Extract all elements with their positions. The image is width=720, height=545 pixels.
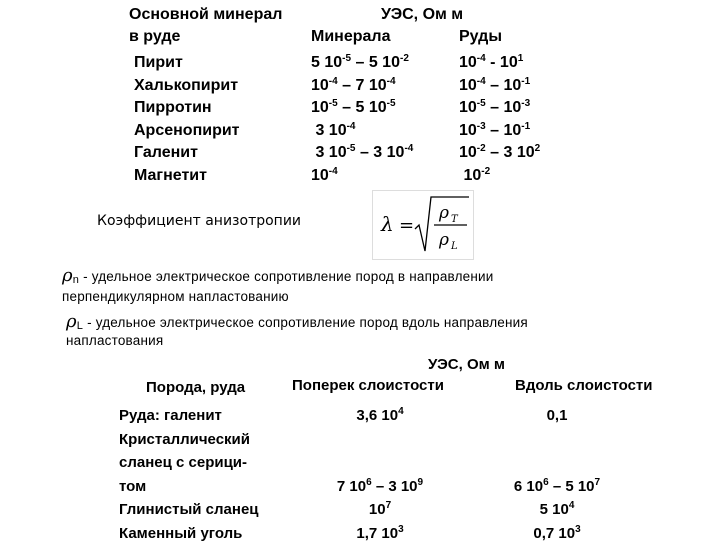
resistivity-across: 3,6 $10^4$ — [300, 404, 460, 428]
mineral-resistivity: 3 $10^{-4}$ — [311, 120, 413, 143]
table1-header-mineral-value: Минерала — [311, 28, 390, 46]
mineral-resistivity: $10^{-5} - 5$ $10^{-5}$ — [311, 97, 413, 120]
resistivity-along: 0,1 — [482, 404, 632, 428]
rho-n-symbol: ρ — [62, 265, 73, 286]
table2-along-values — [482, 404, 632, 545]
anisotropy-label: Коэффициент анизотропии — [97, 213, 301, 229]
mineral-name: Пирротин — [134, 97, 240, 120]
rock-name: Кристаллический — [119, 428, 259, 452]
rho-n-text: - удельное электрическое сопротивление пород в направлении — [79, 269, 493, 284]
resistivity-along — [482, 451, 632, 475]
rock-name: Руда: галенит — [119, 404, 259, 428]
table1-mineral-values — [311, 52, 413, 187]
note-rho-l-line2: напластования — [66, 333, 163, 348]
formula-rho-l: ρ — [438, 230, 449, 250]
note-rho-n-line2: перпендикулярном напластованию — [62, 289, 289, 304]
table2-header-ues: УЭС, Ом м — [428, 356, 505, 373]
rock-name: Глинистый сланец — [119, 498, 259, 522]
mineral-resistivity: 3 $10^{-5} - 3$ $10^{-4}$ — [311, 142, 413, 165]
formula-lambda: λ — [380, 212, 394, 236]
rock-name: Каменный уголь — [119, 522, 259, 545]
formula-sub-l: L — [450, 241, 458, 252]
anisotropy-formula — [372, 190, 474, 260]
mineral-name: Халькопирит — [134, 75, 240, 98]
mineral-name: Магнетит — [134, 165, 240, 188]
resistivity-across — [300, 428, 460, 452]
rock-name: сланец с серици- — [119, 451, 259, 475]
formula-equals: = — [399, 215, 414, 236]
table2-header-along: Вдоль слоистости — [515, 377, 652, 394]
table1-ore-values — [459, 52, 540, 187]
ore-resistivity: $10^{-5} - 10^{-3}$ — [459, 97, 540, 120]
resistivity-across: $10^7$ — [300, 498, 460, 522]
note-rho-l — [66, 311, 528, 332]
resistivity-across: 7 $10^6 - 3$ $10^9$ — [300, 475, 460, 499]
resistivity-along: 6 $10^6 - 5$ $10^7$ — [482, 475, 632, 499]
resistivity-along: 0,7 $10^3$ — [482, 522, 632, 545]
rho-l-sub: L — [77, 320, 83, 332]
ore-resistivity: $10^{-2} - 3$ $10^2$ — [459, 142, 540, 165]
table2-names — [119, 404, 259, 545]
resistivity-across — [300, 451, 460, 475]
rho-n-sub: n — [73, 274, 79, 286]
note-rho-n — [62, 265, 494, 286]
formula-sub-t: T — [451, 214, 459, 225]
table1-names — [134, 52, 240, 187]
table2-across-values — [300, 404, 460, 545]
ore-resistivity: $10^{-4} - 10^{-1}$ — [459, 75, 540, 98]
formula-rho-t: ρ — [438, 203, 449, 223]
table1-header-ore-value: Руды — [459, 28, 502, 46]
mineral-name: Галенит — [134, 142, 240, 165]
mineral-resistivity: 5 $10^{-5} - 5$ $10^{-2}$ — [311, 52, 413, 75]
table2-header-across: Поперек слоистости — [292, 377, 444, 394]
table1-header-ues: УЭС, Ом м — [381, 6, 463, 24]
mineral-resistivity: $10^{-4} - 7$ $10^{-4}$ — [311, 75, 413, 98]
mineral-resistivity: $10^{-4}$ — [311, 165, 413, 188]
resistivity-across: 1,7 $10^3$ — [300, 522, 460, 545]
rho-l-text: - удельное электрическое сопротивление пород вдоль направления — [83, 315, 528, 330]
ore-resistivity: $10^{-3} - 10^{-1}$ — [459, 120, 540, 143]
ore-resistivity: $10^{-4} - 10^1$ — [459, 52, 540, 75]
table1-header-mineral: Основной минерал — [129, 6, 282, 24]
table1-header-mineral-line2: в руде — [129, 28, 180, 46]
table2-header-rock: Порода, руда — [146, 379, 245, 396]
resistivity-along — [482, 428, 632, 452]
ore-resistivity: $10^{-2}$ — [459, 165, 540, 188]
mineral-name: Пирит — [134, 52, 240, 75]
mineral-name: Арсенопирит — [134, 120, 240, 143]
resistivity-along: 5 $10^4$ — [482, 498, 632, 522]
rho-l-symbol: ρ — [66, 311, 77, 332]
rock-name: том — [119, 475, 259, 499]
anisotropy-formula-svg — [373, 191, 473, 259]
